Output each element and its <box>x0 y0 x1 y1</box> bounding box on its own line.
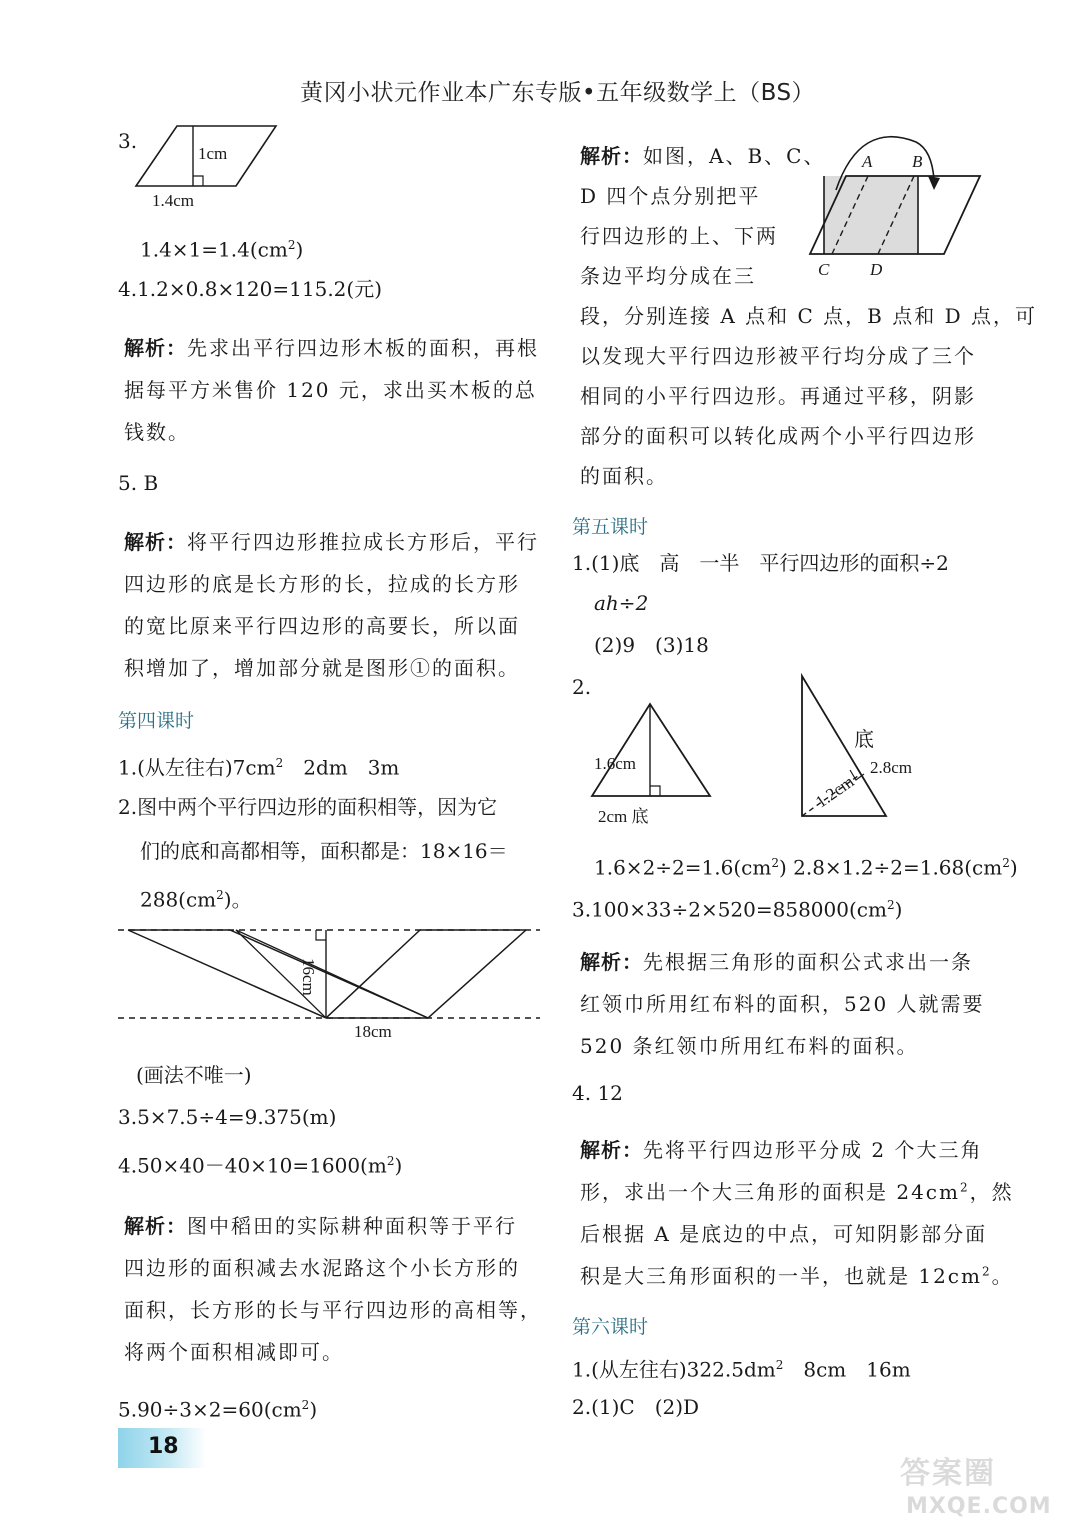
triangle1 <box>592 704 710 796</box>
s5-q1-line3: (2)9 (3)18 <box>594 633 709 657</box>
s5-q4-analysis-line3: 后根据 A 是底边的中点，可知阴影部分面 <box>580 1222 988 1246</box>
s4-q4-analysis-line3: 面积，长方形的长与平行四边形的高相等， <box>124 1298 542 1322</box>
s6-q1-answer: 1.(从左往右)$322.5dm^2$ 8cm 16m <box>572 1357 911 1382</box>
q4-answer: 4.1.2×0.8×120=115.2(元) <box>118 277 383 301</box>
watermark-url: MXQE.COM <box>906 1494 1052 1519</box>
q5-answer: 5. B <box>118 471 159 495</box>
q4-analysis-line3: 钱数。 <box>124 420 190 444</box>
figure-base-label: 18cm <box>354 1022 392 1041</box>
section-lesson-5: 第五课时 <box>572 516 649 538</box>
s4-q4-analysis-line4: 将两个面积相减即可。 <box>124 1340 344 1364</box>
triangle1-base-label: 2cm 底 <box>598 807 649 826</box>
q4-analysis-line1: 解析：先求出平行四边形木板的面积，再根 <box>124 336 539 360</box>
s4-q2-line1: 2.图中两个平行四边形的面积相等，因为它 <box>118 795 498 819</box>
figure-height-label: 16cm <box>299 958 318 996</box>
s5-q3-analysis-line2: 红领巾所用红布料的面积，520 人就需要 <box>580 992 985 1016</box>
s5-q2-number: 2. <box>572 675 592 699</box>
s4-q3-answer: 3.5×7.5÷4=9.375(m) <box>118 1105 337 1129</box>
watermark-logo: 答案圈 <box>900 1456 996 1491</box>
s5-q2-answer: $1.6\times 2\div 2=1.6(cm^2)$ $2.8\times 1.2\div 2=1.68(cm^2)$ <box>594 855 1018 880</box>
q5-analysis-line3: 的宽比原来平行四边形的高要长，所以面 <box>124 614 520 638</box>
right-analysis-line3: 行四边形的上、下两 <box>580 224 778 248</box>
s5-q1-line1: 1.(1)底 高 一半 平行四边形的面积÷2 <box>572 551 949 575</box>
point-a: A <box>862 152 873 171</box>
q3-height-label: 1cm <box>198 144 228 163</box>
right-analysis-line8: 部分的面积可以转化成两个小平行四边形 <box>580 424 976 448</box>
right-analysis-line9: 的面积。 <box>580 464 668 488</box>
s5-q3-analysis-line3: 520 条红领巾所用红布料的面积。 <box>580 1034 919 1058</box>
q5-analysis-line2: 四边形的底是长方形的长，拉成的长方形 <box>124 572 520 596</box>
triangle2-side-label: 2.8cm <box>870 758 913 777</box>
s5-q4-analysis-line4: 积是大三角形面积的一半，也就是 $12cm^2$。 <box>580 1264 1014 1288</box>
triangle1-height-label: 1.6cm <box>594 754 637 773</box>
q4-analysis-line2: 据每平方米售价 120 元，求出买木板的总 <box>124 378 537 402</box>
right-analysis-line7: 相同的小平行四边形。再通过平移，阴影 <box>580 384 976 408</box>
s4-q5-answer: $5.90\div 3\times 2=60(cm^2)$ <box>118 1397 318 1422</box>
triangle2-height-label: 1.2cm <box>812 771 858 812</box>
s5-q1-line2: ah÷2 <box>594 591 649 615</box>
right-analysis-line1: 解析：如图，A、B、C、 <box>580 144 826 168</box>
page-number: 18 <box>148 1434 179 1459</box>
point-c: C <box>818 260 830 279</box>
s4-q2-line2: 们的底和高都相等，面积都是：18×16＝ <box>140 839 508 863</box>
right-analysis-line6: 以发现大平行四边形被平行均分成了三个 <box>580 344 976 368</box>
q3-answer: $1.4\times 1=1.4(cm^2)$ <box>140 237 304 262</box>
q5-analysis-line4: 积增加了，增加部分就是图形①的面积。 <box>124 656 520 680</box>
drawing-note: (画法不唯一) <box>136 1063 252 1087</box>
section-lesson-4: 第四课时 <box>118 710 195 732</box>
s5-q3-answer: $3.100\times 33\div 2\times 520=858000(cm^2)$ <box>572 897 903 922</box>
q3-number: 3. <box>118 129 138 153</box>
s4-q1-answer: 1.(从左往右)$7cm^2$ 2dm 3m <box>118 755 400 780</box>
section-lesson-6: 第六课时 <box>572 1316 649 1338</box>
q5-analysis-line1: 解析：将平行四边形推拉成长方形后，平行 <box>124 530 539 554</box>
right-analysis-line4: 条边平均分成在三 <box>580 264 756 288</box>
s4-q4-analysis-line2: 四边形的面积减去水泥路这个小长方形的 <box>124 1256 520 1280</box>
s5-q4-analysis-line1: 解析：先将平行四边形平分成 2 个大三角 <box>580 1138 983 1162</box>
page-header: 黄冈小状元作业本广东专版•五年级数学上（BS） <box>300 80 816 106</box>
s4-q2-line3: $288(cm^2)$。 <box>140 887 252 912</box>
right-analysis-line5: 段，分别连接 A 点和 C 点，B 点和 D 点，可 <box>580 304 1037 328</box>
s4-q4-answer: $4.50\times 40-40\times 10=1600(m^2)$ <box>118 1153 403 1178</box>
point-b: B <box>912 152 923 171</box>
q3-base-label: 1.4cm <box>152 191 195 210</box>
triangle2-base-word: 底 <box>854 727 874 751</box>
s5-q3-analysis-line1: 解析：先根据三角形的面积公式求出一条 <box>580 950 973 974</box>
s5-q4-answer: 4. 12 <box>572 1081 623 1105</box>
s5-q4-analysis-line2: 形，求出一个大三角形的面积是 $24cm^2$，然 <box>580 1180 1014 1204</box>
right-analysis-line2: D 四个点分别把平 <box>580 184 761 208</box>
s4-q4-analysis-line1: 解析：图中稻田的实际耕种面积等于平行 <box>124 1214 517 1238</box>
point-d: D <box>870 260 883 279</box>
s6-q2-answer: 2.(1)C (2)D <box>572 1395 700 1419</box>
